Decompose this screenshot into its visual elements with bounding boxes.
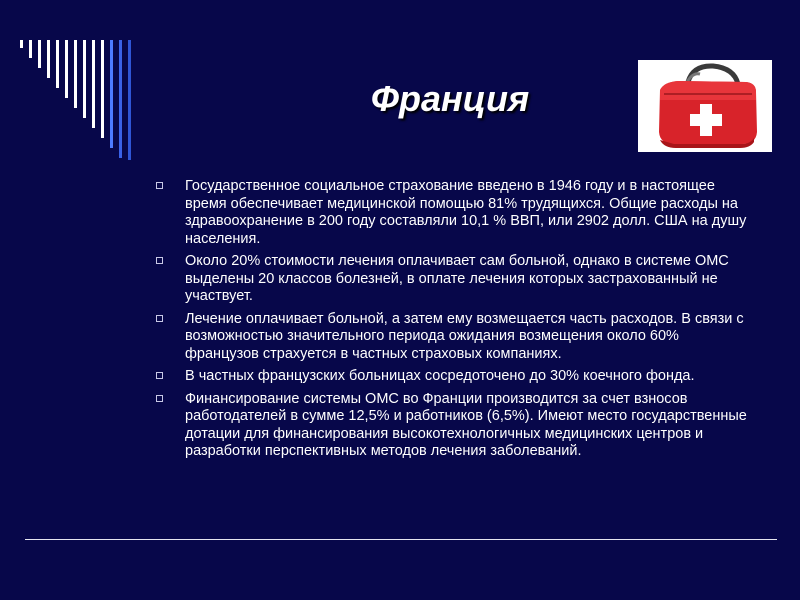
first-aid-kit-icon (638, 60, 772, 152)
list-item (155, 178, 755, 248)
list-item (155, 368, 755, 386)
content-area (155, 178, 755, 466)
list-item (155, 391, 755, 461)
footer-divider (25, 539, 777, 540)
square-bullet-icon (156, 257, 163, 264)
bullet-list (155, 178, 755, 461)
bullet-text: Финансирование системы ОМС во Франции производится за счет взносов работодателей в сумме 12,5% и работников (6,5%). Имеют место государственные дотации для финансирования высокотехнологичных медицинских центров и разработки перспективных методов лечения заболеваний. (185, 390, 747, 459)
bullet-text: Государственное социальное страхование введено в 1946 году и в настоящее время обеспечивает медицинской помощью 81% трудящихся. Общие расходы на здравоохранение в 200 году составляли 10,1 % ВВП, или 2902 долл. США на душу населения. (185, 178, 747, 247)
bullet-text: Лечение оплачивает больной, а затем ему возмещается часть расходов. В связи с возможностью значительного периода ожидания возмещения около 60% французов страхуется в частных страховых компаниях. (185, 310, 744, 362)
square-bullet-icon (156, 372, 163, 379)
bullet-text: В частных французских больницах сосредоточено до 30% коечного фонда. (185, 368, 695, 384)
square-bullet-icon (156, 395, 163, 402)
list-item (155, 253, 755, 306)
square-bullet-icon (156, 315, 163, 322)
list-item (155, 311, 755, 364)
slide-title: Франция (370, 78, 530, 119)
square-bullet-icon (156, 182, 163, 189)
decorative-stripes (0, 0, 140, 170)
first-aid-kit-image (638, 60, 772, 152)
bullet-text: Около 20% стоимости лечения оплачивает сам больной, однако в системе ОМС выделены 20 классов болезней, в оплате лечения которых застрахованный не участвует. (185, 253, 729, 304)
